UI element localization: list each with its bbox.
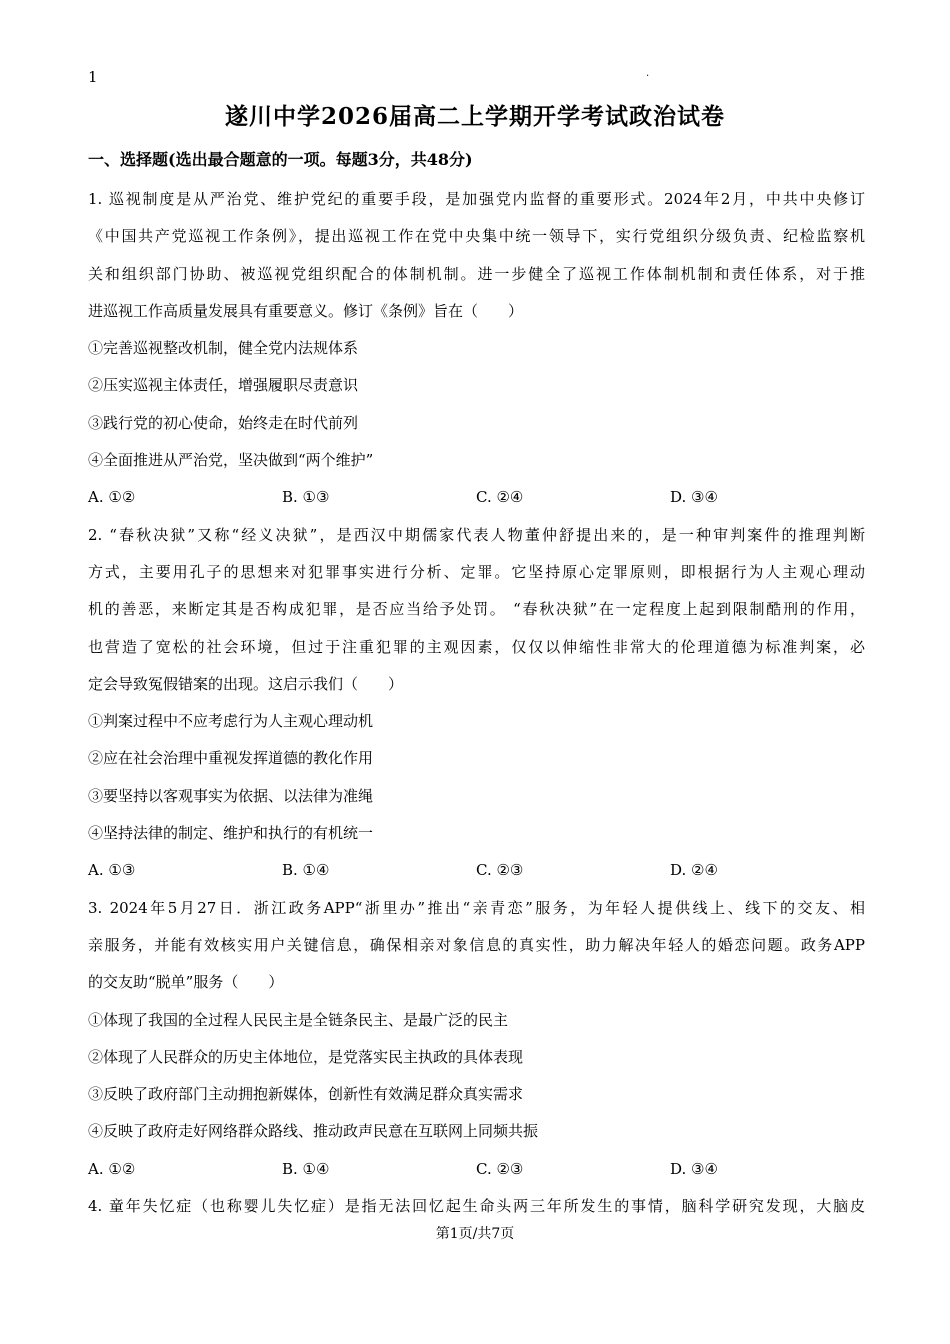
question-stem-line: 关和组织部门协助、被巡视党组织配合的体制机制。进一步健全了巡视工作体制机制和责任体系，对于推 — [88, 264, 865, 283]
answer-choices — [88, 1151, 865, 1188]
page-dot: . — [646, 68, 650, 79]
question-stem-line: 方式，主要用孔子的思想来对犯罪事实进行分析、定罪。它坚持原心定罪原则，即根据行为人主观心理动 — [88, 562, 865, 581]
choice-c: C. ②③ — [476, 861, 524, 880]
question-4 — [88, 1188, 865, 1225]
statement-option: ③践行党的初心使命，始终走在时代前列 — [88, 413, 359, 432]
choice-d: D. ③④ — [670, 488, 718, 507]
question-stem-line: 4. 童年失忆症（也称婴儿失忆症）是指无法回忆起生命头两三年所发生的事情，脑科学研究发现，大脑皮 — [88, 1197, 865, 1216]
question-stem-line: 也营造了宽松的社会环境，但过于注重犯罪的主观因素，仅仅以伸缩性非常大的伦理道德为标准判案，必 — [88, 637, 865, 656]
question-stem-line: 进巡视工作高质量发展具有重要意义。修订《条例》旨在（ ） — [88, 301, 524, 320]
choice-b: B. ①④ — [282, 861, 330, 880]
question-1 — [88, 181, 865, 517]
question-stem-line: 《中国共产党巡视工作条例》，提出巡视工作在党中央集中统一领导下，实行党组织分级负责、纪检监察机 — [88, 227, 865, 246]
question-3 — [88, 890, 865, 1188]
statement-option: ④反映了政府走好网络群众路线、推动政声民意在互联网上同频共振 — [88, 1122, 539, 1141]
question-stem-line: 3. 2024年5月27日．浙江政务APP“浙里办”推出“亲青恋”服务，为年轻人提供线上、线下的交友、相 — [88, 898, 865, 917]
choice-a: A. ①② — [88, 488, 136, 507]
page-footer: 第1页/共7页 — [435, 1226, 515, 1242]
question-stem-line: 定会导致冤假错案的出现。这启示我们（ ） — [88, 674, 404, 693]
statement-option: ④全面推进从严治党，坚决做到“两个维护” — [88, 451, 374, 470]
choice-d: D. ③④ — [670, 1159, 718, 1178]
statement-option: ③反映了政府部门主动拥抱新媒体，创新性有效满足群众真实需求 — [88, 1085, 524, 1104]
statement-option: ①完善巡视整改机制，健全党内法规体系 — [88, 339, 359, 358]
choice-a: A. ①② — [88, 1159, 136, 1178]
question-stem-line: 2. “春秋决狱”又称“经义决狱”，是西汉中期儒家代表人物董仲舒提出来的，是一种审判案件的推理判断 — [88, 525, 865, 544]
question-stem-line: 的交友助“脱单”服务（ ） — [88, 973, 284, 992]
page-marker: 1 — [88, 68, 98, 86]
question-stem-line: 机的善恶，来断定其是否构成犯罪，是否应当给予处罚。 “春秋决狱”在一定程度上起到限制酷刑的作用， — [88, 600, 865, 619]
statement-option: ③要坚持以客观事实为依据、以法律为准绳 — [88, 786, 374, 805]
choice-c: C. ②④ — [476, 488, 524, 507]
statement-option: ①体现了我国的全过程人民民主是全链条民主、是最广泛的民主 — [88, 1010, 509, 1029]
statement-option: ①判案过程中不应考虑行为人主观心理动机 — [88, 712, 374, 731]
question-stem-line: 亲服务，并能有效核实用户关键信息，确保相亲对象信息的真实性，助力解决年轻人的婚恋问题。政务APP — [88, 935, 865, 954]
choice-b: B. ①④ — [282, 1159, 330, 1178]
answer-choices — [88, 852, 865, 889]
statement-option: ②应在社会治理中重视发挥道德的教化作用 — [88, 749, 374, 768]
statement-option: ②压实巡视主体责任，增强履职尽责意识 — [88, 376, 359, 395]
question-2 — [88, 517, 865, 890]
choice-d: D. ②④ — [670, 861, 718, 880]
choice-c: C. ②③ — [476, 1159, 524, 1178]
question-stem-line: 1. 巡视制度是从严治党、维护党纪的重要手段，是加强党内监督的重要形式。2024年2月，中共中央修订 — [88, 190, 865, 208]
exam-content — [88, 145, 865, 1225]
choice-b: B. ①③ — [282, 488, 330, 507]
statement-option: ②体现了人民群众的历史主体地位，是党落实民主执政的具体表现 — [88, 1047, 524, 1066]
answer-choices — [88, 479, 865, 516]
statement-option: ④坚持法律的制定、维护和执行的有机统一 — [88, 824, 374, 843]
exam-title: 遂川中学2026届高二上学期开学考试政治试卷 — [224, 103, 725, 130]
section-heading: 一、选择题(选出最合题意的一项。每题3分，共48分) — [88, 150, 473, 169]
choice-a: A. ①③ — [88, 861, 136, 880]
